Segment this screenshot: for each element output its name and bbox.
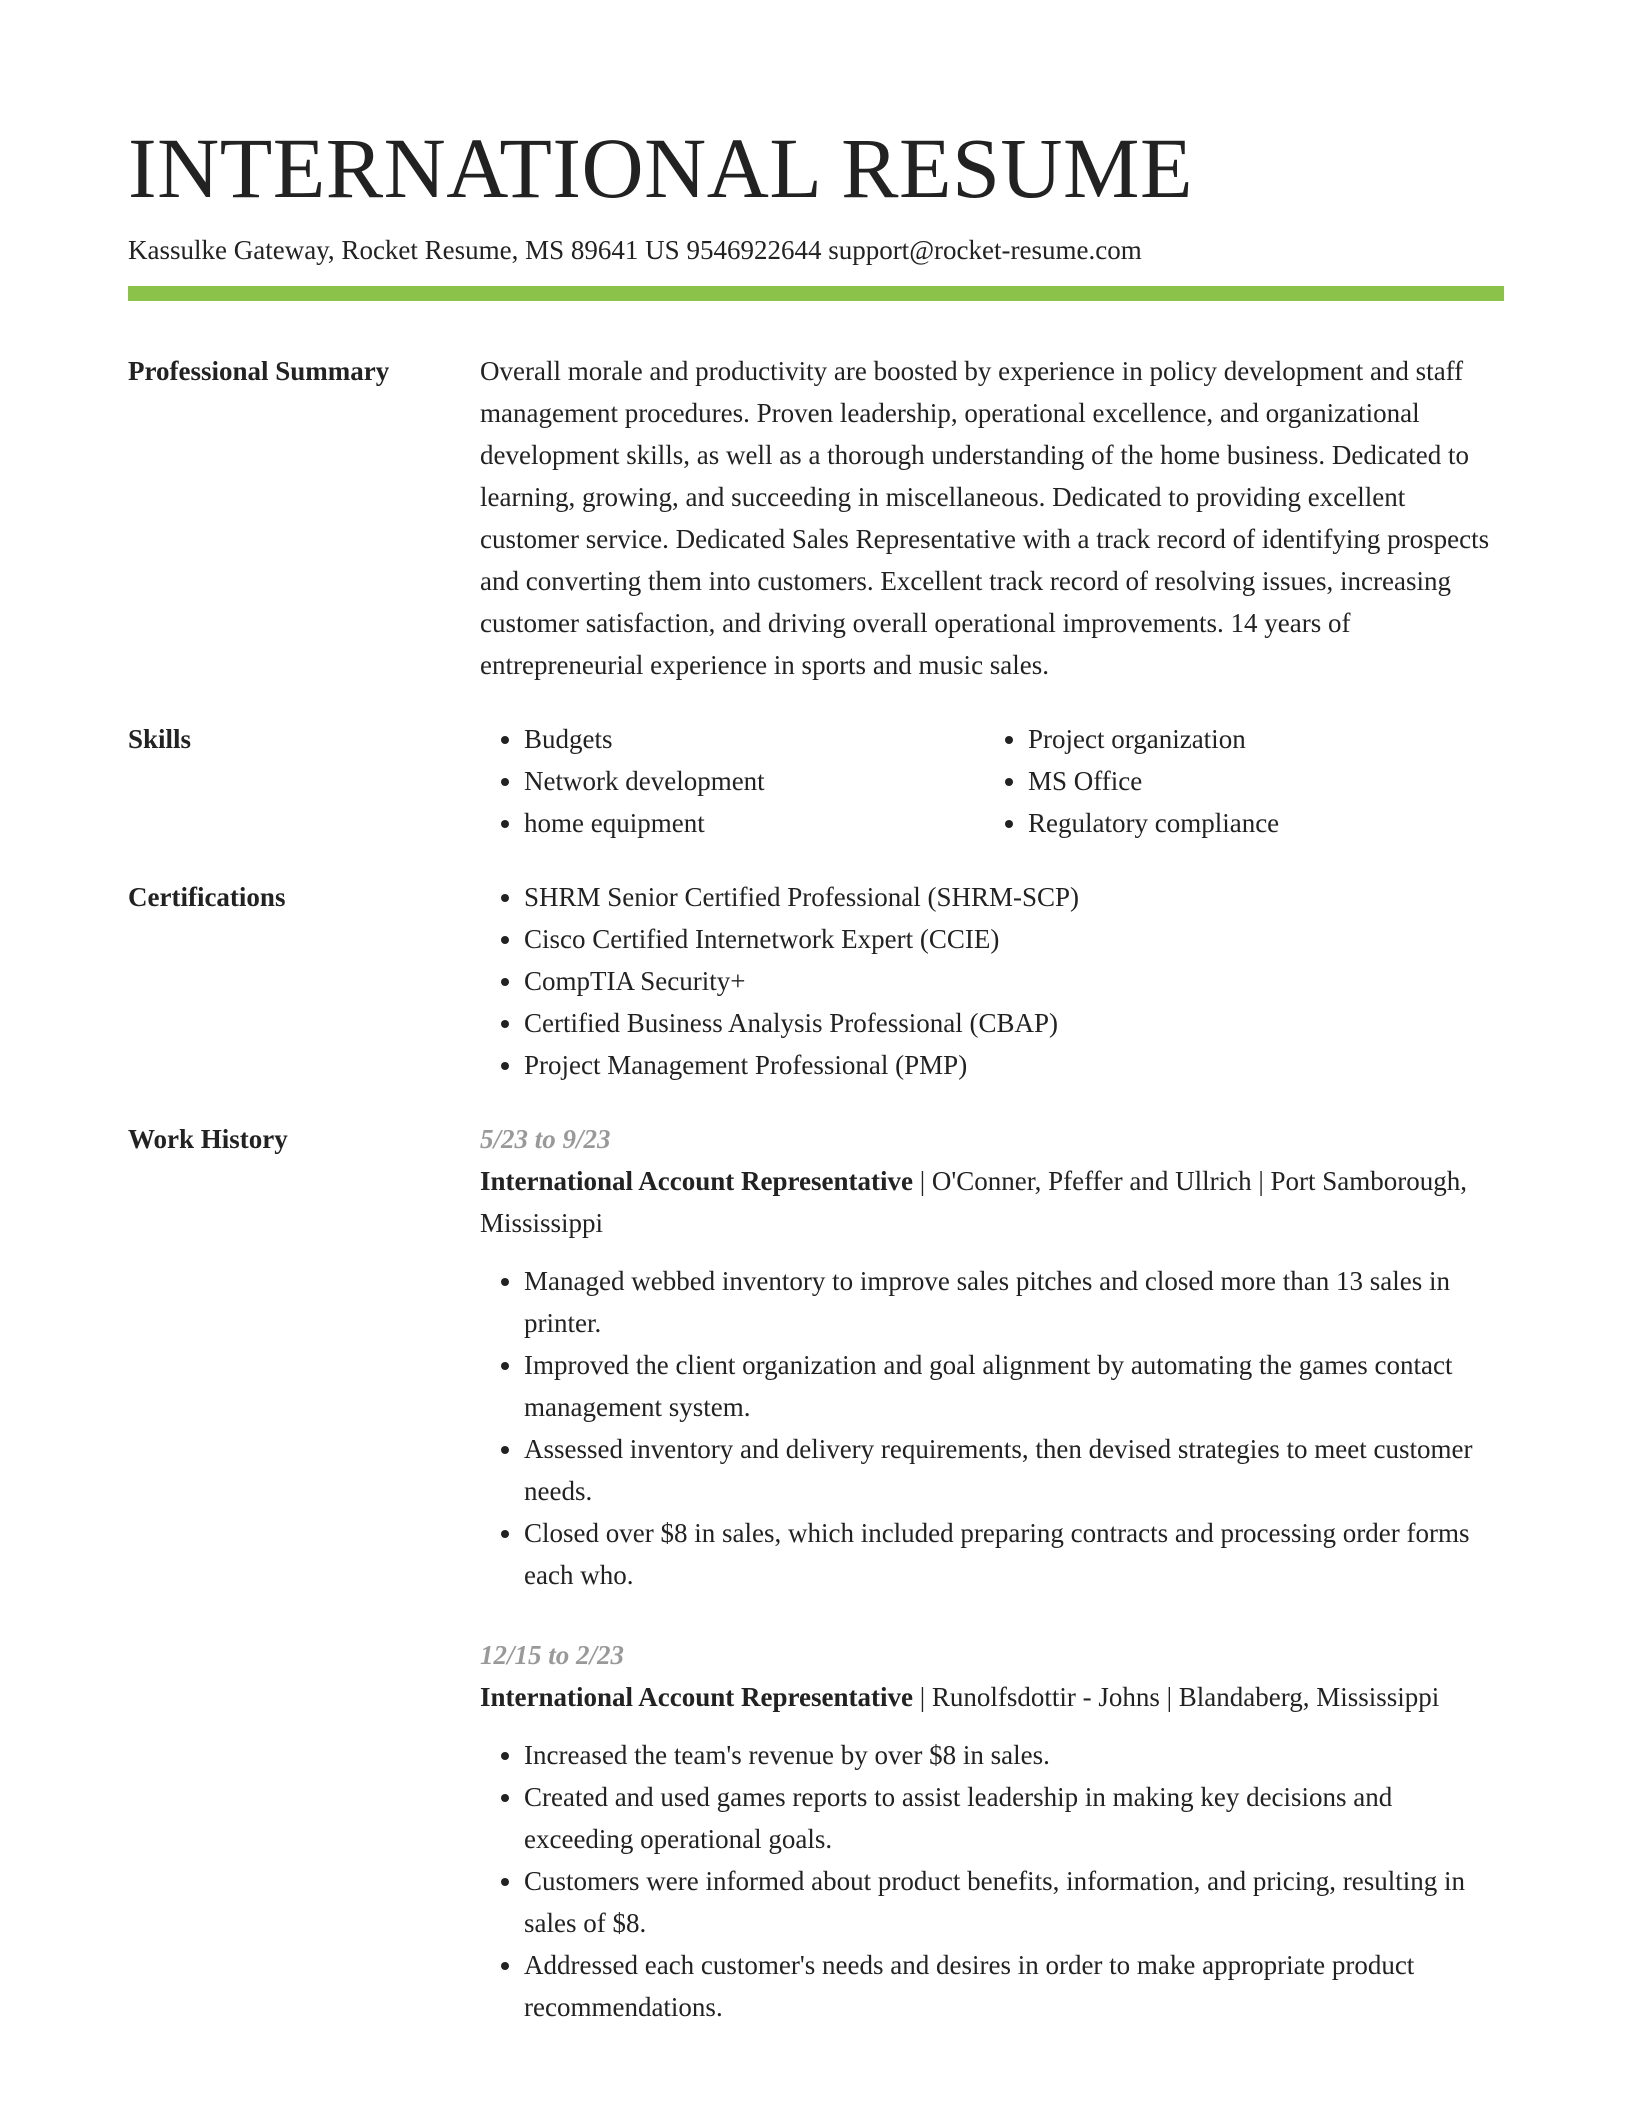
resume-sections — [128, 350, 1504, 2098]
skill-item: • Network development — [524, 760, 984, 802]
certifications-list — [480, 876, 1504, 1086]
contact-line — [128, 232, 1142, 268]
job-entry — [480, 1634, 1504, 2028]
skills-section — [128, 718, 1504, 844]
certification-item: • Project Management Professional (PMP) — [524, 1044, 1504, 1086]
resume-title: INTERNATIONAL RESUME — [128, 120, 1194, 216]
summary-text: Overall morale and productivity are boosted by experience in policy development and staff management procedures. Proven leadership, operational excellence, and organizational development skills, as well as a thorough understanding of the home business. Dedicated to learning, growing, and succeeding in miscellaneous. Dedicated to providing excellent customer service. Dedicated Sales Representative with a track record of identifying prospects and converting them into customers. Excellent track record of resolving issues, increasing customer satisfaction, and driving overall operational improvements. 14 years of entrepreneurial experience in sports and music sales. — [480, 356, 1490, 680]
job-bullet: • Managed webbed inventory to improve sales pitches and closed more than 13 sales in printer. — [524, 1260, 1504, 1344]
job-bullet: • Closed over $8 in sales, which included preparing contracts and processing order forms each who. — [524, 1512, 1504, 1596]
job-title: International Account Representative — [480, 1682, 913, 1712]
job-company-location: | O'Conner, Pfeffer and Ullrich | Port Samborough, Mississippi — [480, 1166, 1467, 1238]
job-bullet: • Customers were informed about product benefits, information, and pricing, resulting in sales of $8. — [524, 1860, 1504, 1944]
section-title-work-history: Work History — [128, 1124, 288, 1154]
work-history-section — [128, 1118, 1504, 2066]
section-title-skills: Skills — [128, 724, 192, 754]
certification-item: • Cisco Certified Internetwork Expert (CCIE) — [524, 918, 1504, 960]
job-dates: 5/23 to 9/23 — [480, 1124, 611, 1154]
job-bullet: • Improved the client organization and goal alignment by automating the games contact management system. — [524, 1344, 1504, 1428]
skill-item: • Project organization — [1028, 718, 1504, 760]
job-bullet: • Created and used games reports to assist leadership in making key decisions and exceeding operational goals. — [524, 1776, 1504, 1860]
certification-item: • CompTIA Security+ — [524, 960, 1504, 1002]
job-dates: 12/15 to 2/23 — [480, 1640, 625, 1670]
skill-item: • MS Office — [1028, 760, 1504, 802]
job-bullet: • Increased the team's revenue by over $8 in sales. — [524, 1734, 1504, 1776]
job-bullet: • Addressed each customer's needs and desires in order to make appropriate product recommendations. — [524, 1944, 1504, 2028]
skill-item: • Budgets — [524, 718, 984, 760]
certifications-section — [128, 876, 1504, 1086]
certification-item: • Certified Business Analysis Professional (CBAP) — [524, 1002, 1504, 1044]
job-heading — [480, 1160, 1504, 1244]
job-entry — [480, 1118, 1504, 1596]
job-heading — [480, 1676, 1504, 1718]
address: Kassulke Gateway, Rocket Resume, MS 89641 US — [128, 235, 680, 265]
summary-section — [128, 350, 1504, 686]
job-bullets — [480, 1260, 1504, 1596]
email: support@rocket-resume.com — [828, 235, 1142, 265]
section-title-summary: Professional Summary — [128, 356, 390, 386]
phone: 9546922644 — [686, 235, 822, 265]
skills-list-right — [984, 718, 1504, 844]
header-divider — [128, 286, 1504, 301]
skills-list-left — [480, 718, 984, 844]
section-title-certifications: Certifications — [128, 882, 286, 912]
job-bullet: • Assessed inventory and delivery requirements, then devised strategies to meet customer needs. — [524, 1428, 1504, 1512]
skill-item: • home equipment — [524, 802, 984, 844]
certification-item: • SHRM Senior Certified Professional (SHRM-SCP) — [524, 876, 1504, 918]
skill-item: • Regulatory compliance — [1028, 802, 1504, 844]
job-title: International Account Representative — [480, 1166, 913, 1196]
job-bullets — [480, 1734, 1504, 2028]
job-company-location: | Runolfsdottir - Johns | Blandaberg, Mississippi — [912, 1682, 1440, 1712]
